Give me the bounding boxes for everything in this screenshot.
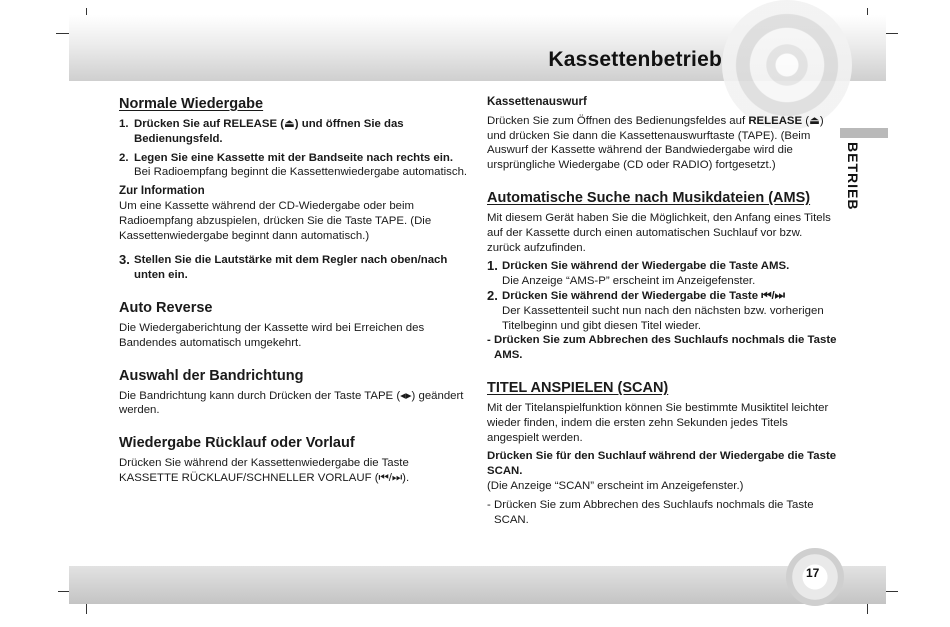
info-text: Um eine Kassette während der CD-Wiedergabe oder beim Radioempfang abzuspielen, drücken Sie die Taste TAPE. (Die Kassettenwiedergabe beginnt dann automatisch.) bbox=[119, 199, 432, 242]
section-auto-reverse bbox=[119, 299, 469, 351]
step-number: 1. bbox=[119, 118, 129, 130]
side-tab-bar bbox=[840, 128, 888, 138]
dash-marker: - bbox=[487, 334, 491, 347]
right-column bbox=[487, 95, 839, 527]
heading-eject: Kassettenauswurf bbox=[487, 95, 587, 108]
section-normal-playback bbox=[119, 95, 469, 283]
scan-intro: Mit der Titelanspielfunktion können Sie bestimmte Musiktitel leichter wieder finden, indem die ersten zehn Sekunden jedes Titels angespielt werden. bbox=[487, 401, 829, 444]
step-text-bold: Drücken Sie während der Wiedergabe die Taste AMS. bbox=[502, 260, 790, 273]
scan-cancel-text: Drücken Sie zum Abbrechen des Suchlaufs nochmals die Taste SCAN. bbox=[494, 498, 814, 526]
ams-intro: Mit diesem Gerät haben Sie die Möglichkeit, den Anfang eines Titels auf der Kassette durch einen automatischen Suchlauf vor bzw. zurück aufzufinden. bbox=[487, 211, 831, 254]
section-rewind-forward bbox=[119, 434, 469, 486]
left-column bbox=[119, 95, 469, 486]
scan-instruction: Drücken Sie für den Suchlauf während der Wiedergabe die Taste SCAN. bbox=[487, 450, 837, 478]
eject-release-bold: RELEASE bbox=[748, 114, 803, 127]
eject-text-part: (⏏) und drücken Sie dann die Kassettenauswurftaste (TAPE). (Beim Auswurf der Kassette während der Bandwiedergabe wird die ursprüngliche Wiedergabe (CD oder RADIO) fortgesetzt.) bbox=[487, 114, 824, 172]
page-number: 17 bbox=[806, 566, 820, 580]
scan-note: (Die Anzeige “SCAN” erscheint im Anzeigefenster.) bbox=[487, 479, 744, 492]
dash-marker: - bbox=[487, 498, 491, 511]
auto-reverse-text: Die Wiedergaberichtung der Kassette wird bei Erreichen des Bandendes automatisch umgekehrt. bbox=[119, 321, 425, 349]
step-item bbox=[119, 151, 469, 181]
step-text: Bei Radioempfang beginnt die Kassettenwiedergabe automatisch. bbox=[134, 166, 468, 179]
section-ams bbox=[487, 189, 839, 363]
ams-cancel-note bbox=[487, 333, 839, 363]
heading-auto-reverse: Auto Reverse bbox=[119, 299, 213, 316]
eject-text-part: Drücken Sie zum Öffnen des Bedienungsfeldes auf bbox=[487, 114, 746, 127]
section-tape-direction bbox=[119, 367, 469, 419]
section-scan bbox=[487, 379, 839, 527]
step-number: 2. bbox=[487, 287, 498, 303]
heading-rewind-forward: Wiedergabe Rücklauf oder Vorlauf bbox=[119, 435, 355, 452]
ams-cancel-text: Drücken Sie zum Abbrechen des Suchlaufs nochmals die Taste AMS. bbox=[494, 334, 837, 362]
step-text: Stellen Sie die Lautstärke mit dem Regler nach oben/nach unten ein. bbox=[134, 254, 448, 282]
step-text: Drücken Sie auf RELEASE (⏏) und öffnen Sie das Bedienungsfeld. bbox=[134, 118, 404, 145]
side-tab-label: BETRIEB bbox=[845, 142, 861, 211]
step-item bbox=[119, 117, 469, 147]
step-text: Der Kassettenteil sucht nun nach den nächsten bzw. vorherigen Titelbeginn und gibt diesen Titel wieder. bbox=[502, 304, 824, 332]
rewind-forward-text: Drücken Sie während der Kassettenwiedergabe die Taste KASSETTE RÜCKLAUF/SCHNELLER VORLAUF (⏮/⏭). bbox=[119, 457, 410, 484]
eject-text bbox=[487, 114, 839, 173]
tape-direction-text: Die Bandrichtung kann durch Drücken der Taste TAPE (◂▸) geändert werden. bbox=[119, 389, 464, 417]
step-number: 1. bbox=[487, 258, 498, 274]
scan-cancel-note bbox=[487, 498, 839, 528]
page-title: Kassettenbetrieb bbox=[548, 48, 722, 71]
step-number: 2. bbox=[119, 151, 129, 164]
footer-band bbox=[69, 566, 886, 604]
section-eject bbox=[487, 95, 839, 173]
step-item bbox=[119, 253, 469, 283]
info-heading: Zur Information bbox=[119, 184, 205, 198]
step-item bbox=[487, 289, 839, 333]
heading-ams: Automatische Suche nach Musikdateien (AMS) bbox=[487, 189, 811, 206]
heading-scan: TITEL ANSPIELEN (SCAN) bbox=[487, 379, 669, 396]
step-text-bold: Legen Sie eine Kassette mit der Bandseite nach rechts ein. bbox=[134, 151, 454, 164]
step-text: Die Anzeige “AMS-P” erscheint im Anzeigefenster. bbox=[502, 275, 756, 288]
step-item bbox=[487, 259, 839, 289]
step-text-bold: Drücken Sie während der Wiedergabe die Taste ⏮/⏭ bbox=[502, 289, 785, 302]
step-number: 3. bbox=[119, 252, 130, 268]
heading-normal-playback: Normale Wiedergabe bbox=[119, 96, 264, 112]
heading-tape-direction: Auswahl der Bandrichtung bbox=[119, 367, 304, 384]
